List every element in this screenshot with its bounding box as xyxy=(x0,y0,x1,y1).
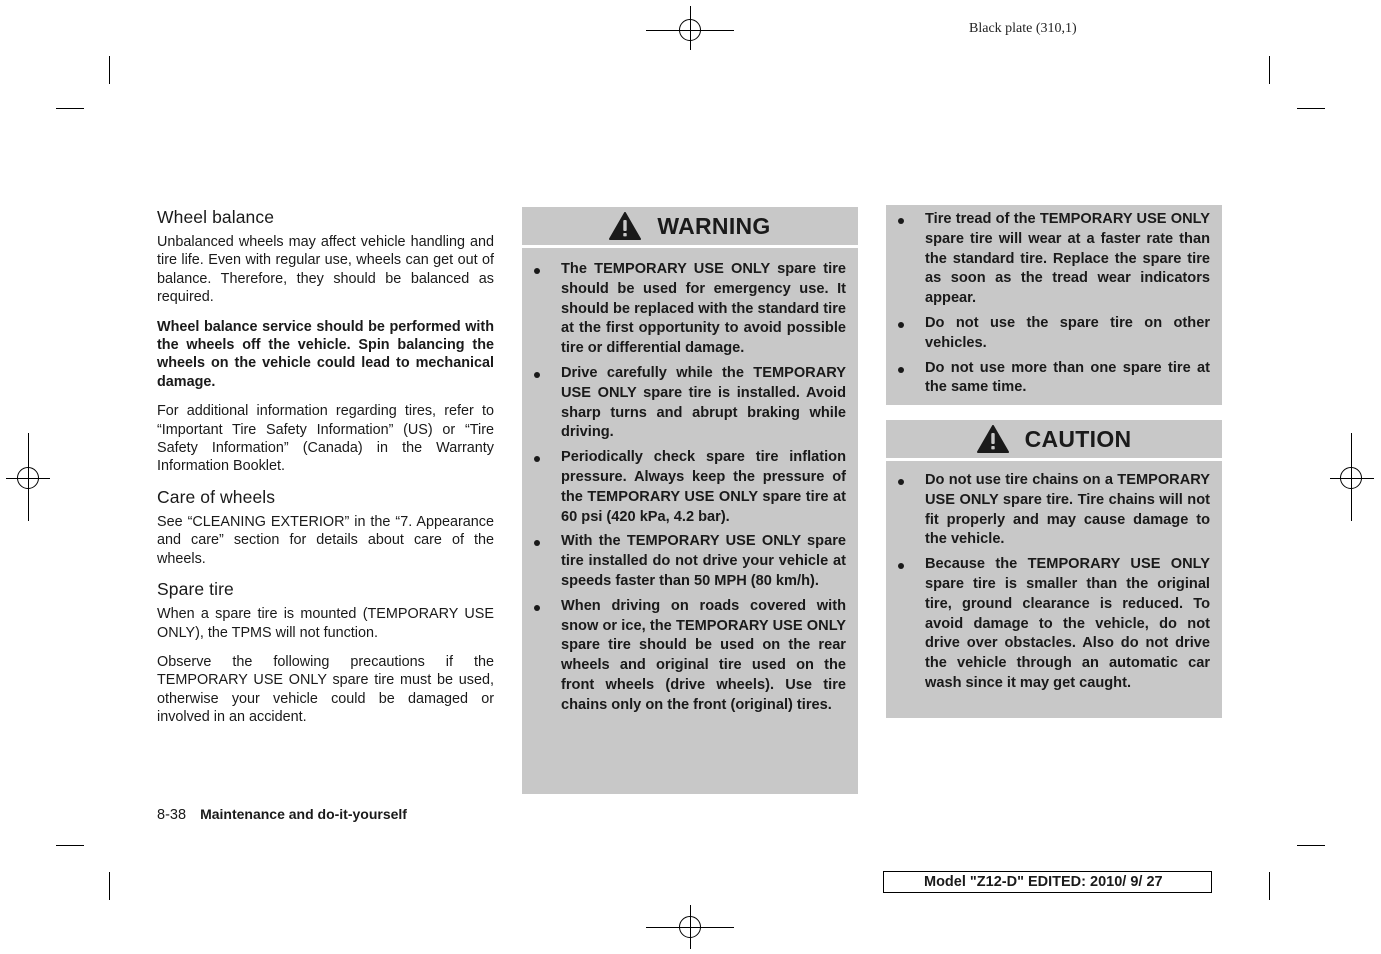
warning-title: WARNING xyxy=(657,212,771,239)
warning-triangle-icon xyxy=(609,212,641,240)
section-title-wheel-balance: Wheel balance xyxy=(157,207,275,227)
section-title-spare-tire: Spare tire xyxy=(157,579,234,600)
list-item: When driving on roads covered with snow or ice, the TEMPORARY USE ONLY spare tire should be used on the rear wheels and original tire used on the front wheels (drive wheels). Use tire chains only on the front (original) tires. xyxy=(522,597,846,716)
footer-section-title: Maintenance and do-it-yourself xyxy=(200,806,407,822)
warning-continued-list xyxy=(886,205,1222,398)
list-item: Periodically check spare tire inflation pressure. Always keep the pressure of the TEMPORARY USE ONLY spare tire at 60 psi (420 kPa, 4.2 bar). xyxy=(522,448,846,527)
paragraph: When a spare tire is mounted (TEMPORARY USE ONLY), the TPMS will not function. xyxy=(157,606,494,641)
list-item: The TEMPORARY USE ONLY spare tire should be used for emergency use. It should be replaced with the standard tire at the first opportunity to avoid possible tire or differential damage. xyxy=(522,260,846,359)
page-number: 8-38 xyxy=(157,807,187,823)
list-item: Tire tread of the TEMPORARY USE ONLY spare tire will wear at a faster rate than the standard tire. Replace the spare tire as soon as the tread wear indicators appear. xyxy=(886,210,1210,309)
caution-header xyxy=(886,420,1222,461)
list-item: Drive carefully while the TEMPORARY USE ONLY spare tire is installed. Avoid sharp turns and abrupt braking while driving. xyxy=(522,364,846,443)
left-column xyxy=(157,207,494,738)
bold-notice: Wheel balance service should be performed with the wheels off the vehicle. Spin balancing the wheels on the vehicle could lead to mechanical damage. xyxy=(157,318,494,390)
warning-box xyxy=(522,207,858,794)
warning-list xyxy=(522,248,858,716)
caution-list xyxy=(886,461,1222,694)
warning-triangle-icon xyxy=(977,425,1009,453)
list-item: Because the TEMPORARY USE ONLY spare tire is smaller than the original tire, ground clearance is reduced. To avoid damage to the vehicle, do not drive over obstacles. Also do not drive the vehicle through an automatic car wash since it may get caught. xyxy=(886,555,1210,694)
list-item: Do not use the spare tire on other vehicles. xyxy=(886,314,1210,354)
page-footer xyxy=(157,806,407,823)
paragraph: For additional information regarding tires, refer to “Important Tire Safety Information” (US) or “Tire Safety Information” (Canada) in the Warranty Information Booklet. xyxy=(157,403,494,475)
list-item: Do not use tire chains on a TEMPORARY USE ONLY spare tire. Tire chains will not fit properly and may cause damage to the vehicle. xyxy=(886,471,1210,550)
paragraph: See “CLEANING EXTERIOR” in the “7. Appearance and care” section for details about care of the wheels. xyxy=(157,513,494,567)
caution-title: CAUTION xyxy=(1024,425,1132,452)
paragraph: Observe the following precautions if the TEMPORARY USE ONLY spare tire must be used, otherwise your vehicle could be damaged or involved in an accident. xyxy=(157,653,494,726)
paragraph: Unbalanced wheels may affect vehicle handling and tire life. Even with regular use, wheels can get out of balance. Therefore, they should be balanced as required. xyxy=(157,234,494,306)
model-stamp: Model "Z12-D" EDITED: 2010/ 9/ 27 xyxy=(883,871,1212,893)
warning-continued-box xyxy=(886,205,1222,405)
list-item: With the TEMPORARY USE ONLY spare tire installed do not drive your vehicle at speeds faster than 50 MPH (80 km/h). xyxy=(522,532,846,591)
list-item: Do not use more than one spare tire at the same time. xyxy=(886,359,1210,399)
section-title-care-of-wheels: Care of wheels xyxy=(157,486,276,507)
plate-label: Black plate (310,1) xyxy=(969,21,1077,36)
warning-header xyxy=(522,207,858,248)
caution-box xyxy=(886,420,1222,718)
